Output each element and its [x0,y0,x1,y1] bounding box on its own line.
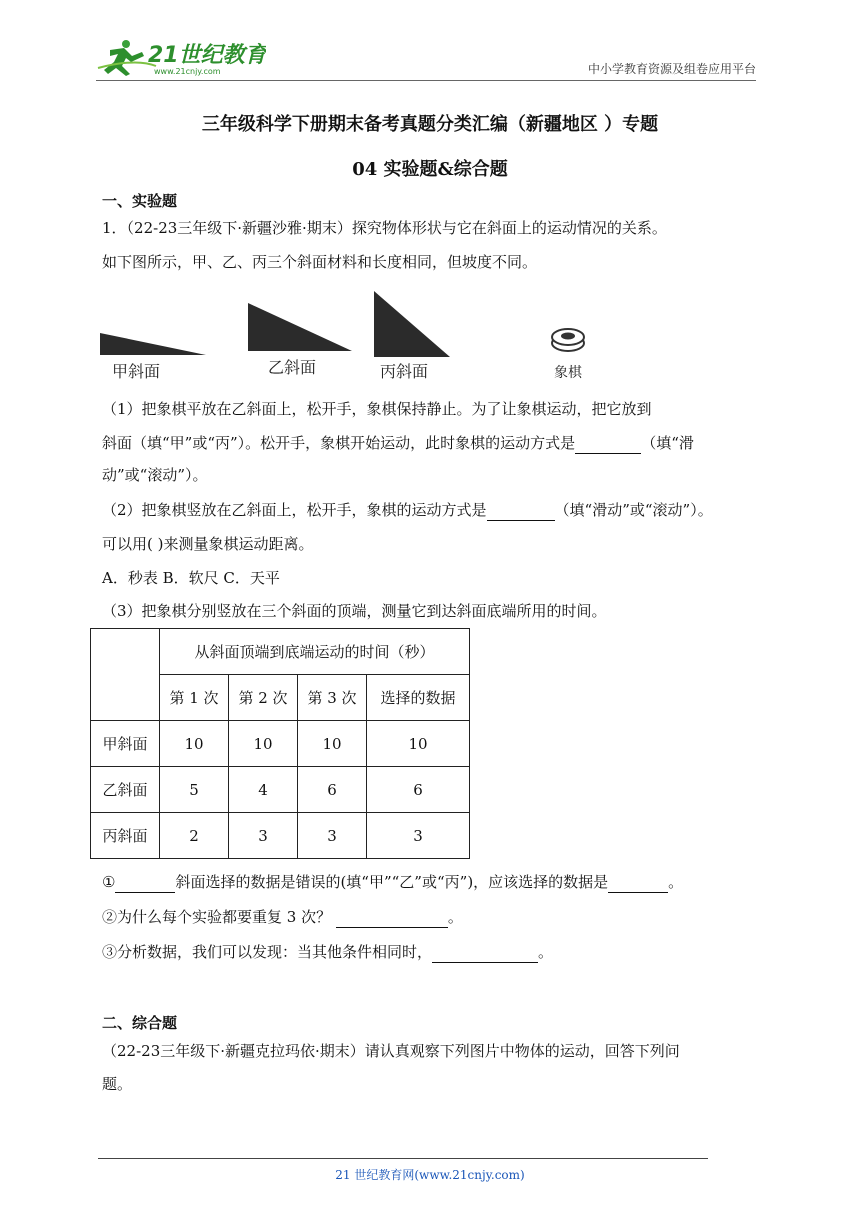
answer-blank[interactable] [432,940,538,963]
q1-part3-line1: （3）把象棋分别竖放在三个斜面的顶端，测量它到达斜面底端所用的时间。 [102,602,607,620]
answer-blank[interactable] [115,870,175,893]
slope-bing-shape [374,291,450,357]
site-logo [96,36,266,80]
section-heading-experiment: 一、实验题 [102,192,178,210]
table-subheader: 第 1 次 [160,675,229,721]
timing-table [90,628,470,859]
table-cell: 4 [229,767,298,813]
label-yi: 乙斜面 [268,358,317,377]
answer-blank[interactable] [487,498,555,521]
table-subheader: 选择的数据 [367,675,470,721]
q1-part1-line1: （1）把象棋平放在乙斜面上，松开手，象棋保持静止。为了让象棋运动，把它放到 [102,400,652,418]
q2-intro-line2: 题。 [102,1075,133,1093]
q1-sub2: ②为什么每个实验都要重复 3 次？ 。 [102,905,760,928]
label-bing: 丙斜面 [380,362,429,381]
table-main-header: 从斜面顶端到底端运动的时间（秒） [160,629,470,675]
answer-blank[interactable] [336,905,448,928]
xiangqi-piece-icon [552,329,584,351]
header-divider [96,80,756,81]
table-cell: 3 [298,813,367,859]
doc-subtitle: 04 实验题&综合题 [352,159,508,180]
table-row [91,767,470,813]
answer-blank[interactable] [575,431,641,454]
label-jia: 甲斜面 [112,362,161,381]
doc-title: 三年级科学下册期末备考真题分类汇编（新疆地区 ）专题 [201,114,659,135]
table-cell: 10 [298,721,367,767]
table-cell: 2 [160,813,229,859]
q1-options: A．秒表 B．软尺 C．天平 [102,569,280,587]
q1-part2-line1: （2）把象棋竖放在乙斜面上，松开手，象棋的运动方式是 （填“滑动”或“滚动”）。 [102,498,760,521]
table-cell: 10 [160,721,229,767]
slope-yi-shape [248,303,352,351]
svg-text:www.21cnjy.com: www.21cnjy.com [154,67,221,76]
row-label: 乙斜面 [91,767,160,813]
table-subheader: 第 2 次 [229,675,298,721]
q2-intro-line1: （22-23三年级下·新疆克拉玛依·期末）请认真观察下列图片中物体的运动，回答下列问 [102,1042,680,1060]
q1-part2-line2: 可以用( )来测量象棋运动距离。 [102,535,314,553]
table-cell: 6 [298,767,367,813]
q1-sub3: ③分析数据，我们可以发现：当其他条件相同时， 。 [102,940,760,963]
footer-divider [98,1158,708,1159]
label-xiangqi: 象棋 [554,365,582,381]
row-label: 丙斜面 [91,813,160,859]
slope-jia-shape [100,333,206,355]
q1-intro-line2: 如下图所示，甲、乙、丙三个斜面材料和长度相同，但坡度不同。 [102,253,538,271]
q1-part1-line2: 斜面（填“甲”或“丙”）。松开手，象棋开始运动，此时象棋的运动方式是 （填“滑 [102,431,760,454]
svg-text:21世纪教育: 21世纪教育 [148,43,266,68]
q1-sub1: ① 斜面选择的数据是错误的(填“甲”“乙”或“丙”)，应该选择的数据是 。 [102,870,790,893]
table-subheader: 第 3 次 [298,675,367,721]
platform-tagline: 中小学教育资源及组卷应用平台 [587,62,756,76]
table-cell: 5 [160,767,229,813]
table-cell: 6 [367,767,470,813]
table-row [91,813,470,859]
table-corner-cell [91,629,160,721]
table-cell: 10 [229,721,298,767]
answer-blank[interactable] [608,870,668,893]
slope-figure [100,285,660,385]
table-cell: 3 [367,813,470,859]
table-row [91,721,470,767]
footer-link[interactable]: 21 世纪教育网(www.21cnjy.com) [335,1168,525,1182]
table-cell: 3 [229,813,298,859]
section-heading-comprehensive: 二、综合题 [102,1014,178,1032]
q1-part1-line3: 动”或“滚动”）。 [102,466,208,484]
row-label: 甲斜面 [91,721,160,767]
table-cell: 10 [367,721,470,767]
q1-intro-line1: 1．（22-23三年级下·新疆沙雅·期末）探究物体形状与它在斜面上的运动情况的关系。 [102,219,667,237]
